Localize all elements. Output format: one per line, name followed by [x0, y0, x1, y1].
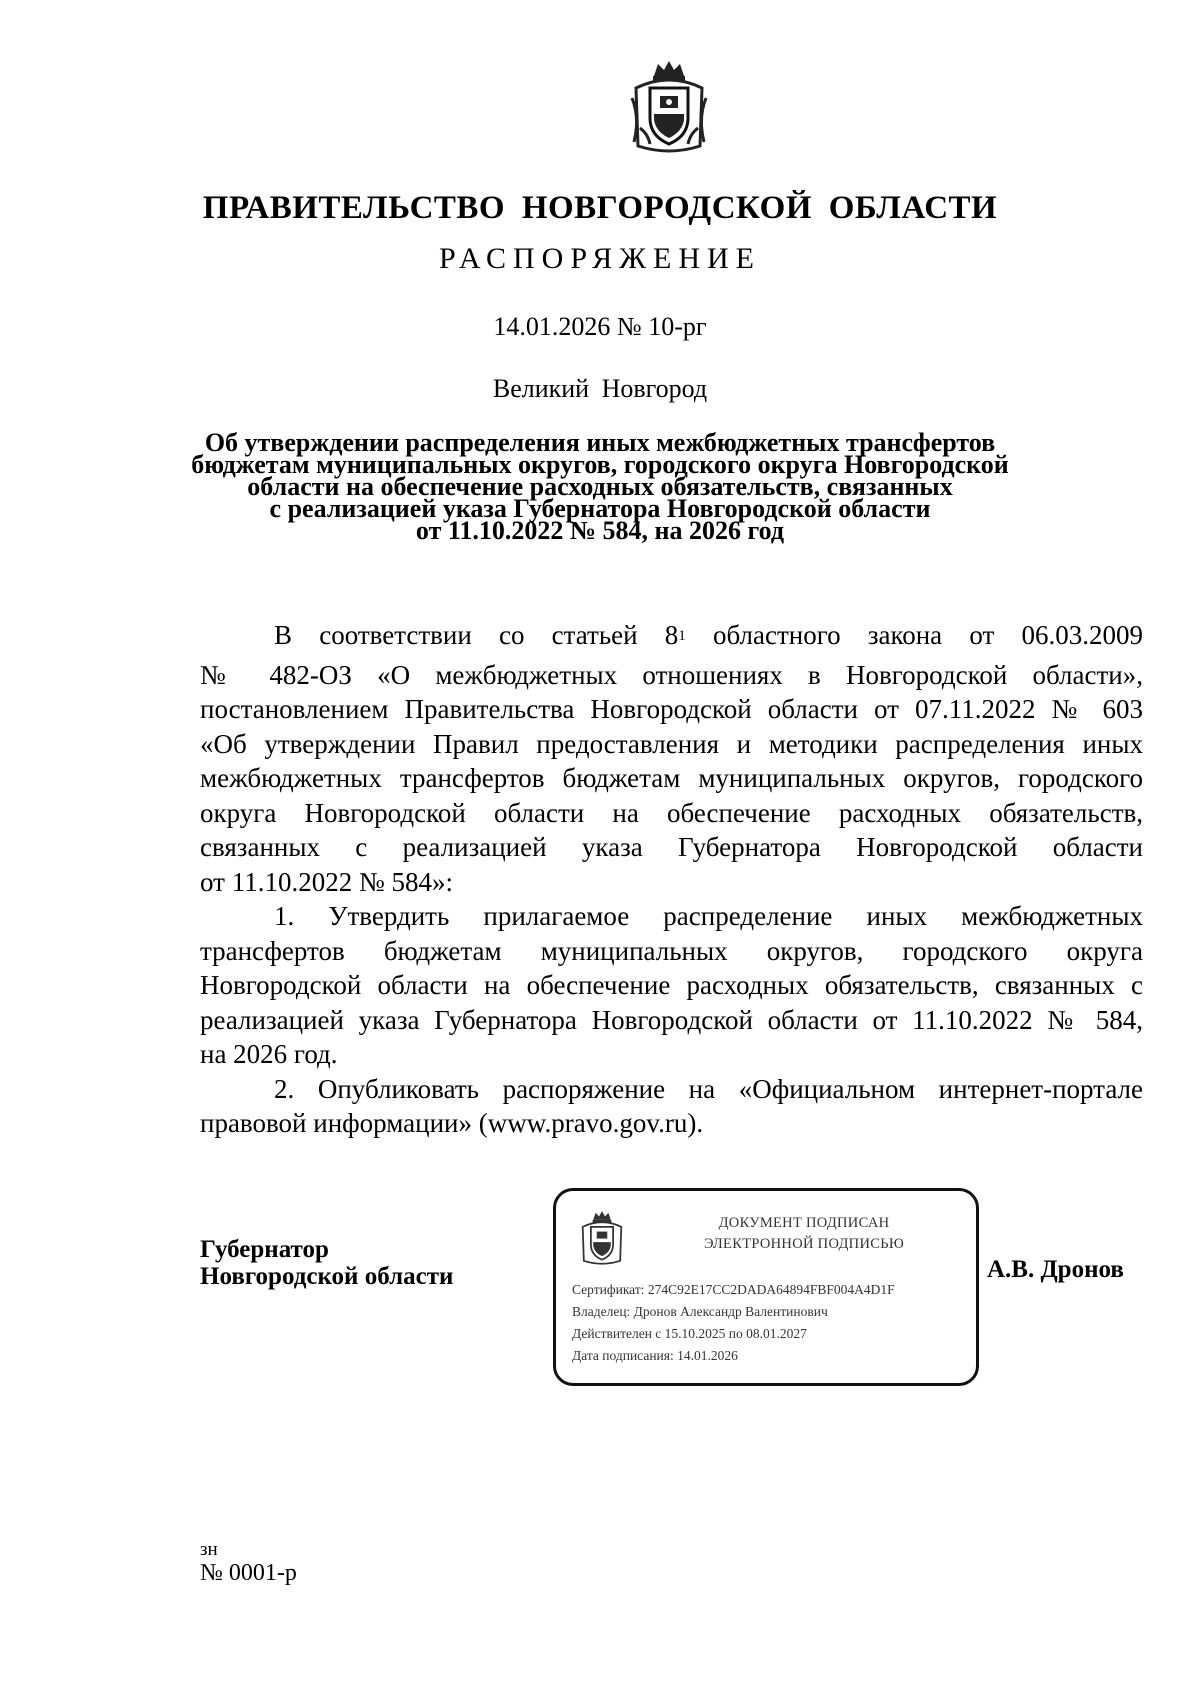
- body-text-fragment: В соответствии со статьей 8: [274, 620, 679, 650]
- stamp-title: [674, 1213, 934, 1255]
- subject-line: области на обеспечение расходных обязательств, связанных: [247, 472, 953, 501]
- signer-position-line: Губернатор: [200, 1236, 329, 1263]
- body-line: постановлением Правительства Новгородской области от 07.11.2022 № 603: [200, 694, 1143, 724]
- footer-code: зн: [200, 1539, 218, 1560]
- body-line: Новгородской области на обеспечение расходных обязательств, связанных с: [200, 970, 1143, 1000]
- subject-line: бюджетам муниципальных округов, городского округа Новгородской: [191, 450, 1009, 479]
- document-body: [200, 618, 1143, 1141]
- signer-position: [200, 1236, 453, 1290]
- document-subject: [120, 428, 1080, 545]
- electronic-signature-stamp: [553, 1188, 979, 1386]
- coat-of-arms-icon: [628, 58, 710, 156]
- stamp-title-line: ДОКУМЕНТ ПОДПИСАН: [718, 1215, 890, 1231]
- body-line: правовой информации» (www.pravo.gov.ru).: [200, 1108, 704, 1138]
- body-line: связанных с реализацией указа Губернатора Новгородской области: [200, 832, 1143, 862]
- subject-line: Об утверждении распределения иных межбюджетных трансфертов: [204, 428, 996, 457]
- body-line: округа Новгородской области на обеспечение расходных обязательств,: [200, 797, 1143, 828]
- document-date-number: 14.01.2026 № 10-рг: [493, 312, 707, 341]
- body-line: межбюджетных трансфертов бюджетам муниципальных округов, городского: [200, 763, 1143, 793]
- signer-position-line: Новгородской области: [200, 1263, 454, 1290]
- body-line: от 11.10.2022 № 584»:: [200, 866, 453, 897]
- item-1-paragraph: [200, 899, 1143, 1072]
- item-2-paragraph: [200, 1072, 1143, 1141]
- stamp-owner: Владелец: Дронов Александр Валентинович: [572, 1304, 828, 1319]
- signer-name: А.В. Дронов: [987, 1256, 1124, 1283]
- body-line: 2. Опубликовать распоряжение на «Официальном интернет-портале: [274, 1073, 1143, 1104]
- superscript: 1: [678, 628, 686, 644]
- document-type: РАСПОРЯЖЕНИЕ: [438, 242, 762, 275]
- stamp-details: [572, 1279, 895, 1367]
- body-text-fragment: областного закона от 06.03.2009: [685, 620, 1143, 650]
- body-line: реализацией указа Губернатора Новгородской области от 11.10.2022 № 584,: [200, 1004, 1143, 1035]
- footer-number: № 0001-р: [200, 1560, 297, 1586]
- stamp-certificate: Сертификат: 274C92E17CC2DADA64894FBF004A4D1F: [572, 1282, 895, 1297]
- stamp-coat-of-arms-icon: [578, 1209, 626, 1267]
- body-line: «Об утверждении Правил предоставления и методики распределения иных: [200, 728, 1143, 759]
- stamp-validity: Действителен с 15.10.2025 по 08.01.2027: [572, 1326, 807, 1341]
- stamp-signed-date: Дата подписания: 14.01.2026: [572, 1348, 738, 1363]
- stamp-title-line: ЭЛЕКТРОННОЙ ПОДПИСЬЮ: [703, 1236, 905, 1252]
- organization-title: ПРАВИТЕЛЬСТВО НОВГОРОДСКОЙ ОБЛАСТИ: [202, 190, 998, 226]
- body-line: № 482-ОЗ «О межбюджетных отношениях в Новгородской области»,: [200, 659, 1143, 690]
- subject-line: с реализацией указа Губернатора Новгородской области: [269, 494, 931, 523]
- body-line: 1. Утвердить прилагаемое распределение иных межбюджетных: [274, 901, 1143, 931]
- body-line: на 2026 год.: [200, 1039, 338, 1069]
- subject-line: от 11.10.2022 № 584, на 2026 год: [415, 516, 785, 545]
- preamble-paragraph: [200, 618, 1143, 899]
- document-city: Великий Новгород: [492, 374, 708, 403]
- body-line: трансфертов бюджетам муниципальных округов, городского округа: [200, 935, 1143, 966]
- body-line: [200, 618, 1143, 658]
- footer-registration: [200, 1540, 297, 1586]
